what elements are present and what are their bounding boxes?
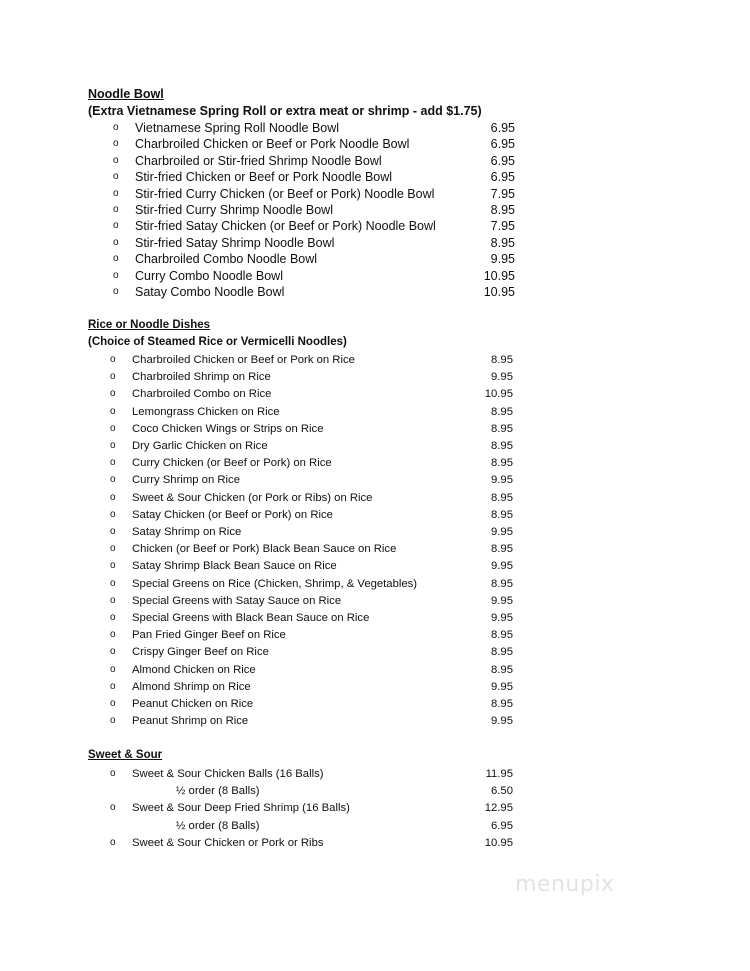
item-name: Special Greens with Black Bean Sauce on Rice [132, 612, 370, 624]
item-name: Peanut Shrimp on Rice [132, 715, 249, 728]
item-price: 9.95 [491, 526, 513, 538]
item-name: Stir-fried Satay Chicken (or Beef or Pork) Noodle Bowl [135, 219, 436, 234]
bullet-icon: o [113, 187, 119, 199]
bullet-icon: o [110, 354, 116, 365]
bullet-icon: o [110, 577, 116, 589]
item-price: 8.95 [491, 698, 513, 710]
bullet-icon: o [110, 663, 116, 675]
section-title: Noodle Bowl [88, 87, 164, 101]
section-title: Rice or Noodle Dishes [88, 319, 211, 331]
item-name: Stir-fried Curry Chicken (or Beef or Pork) Noodle Bowl [135, 186, 435, 201]
item-price: 6.95 [490, 170, 515, 185]
bullet-icon: o [113, 171, 119, 183]
item-name: Coco Chicken Wings or Strips on Rice [132, 422, 324, 435]
item-name: Almond Chicken on Rice [132, 663, 256, 676]
item-price: 8.95 [491, 405, 513, 418]
item-price: 6.95 [490, 137, 515, 152]
item-name: Satay Chicken (or Beef or Pork) on Rice [132, 508, 333, 521]
item-price: 8.95 [491, 354, 513, 366]
bullet-icon: o [110, 836, 116, 848]
item-name: Vietnamese Spring Roll Noodle Bowl [135, 121, 340, 135]
bullet-icon: o [110, 680, 116, 692]
item-name: ½ order (8 Balls) [176, 785, 260, 798]
item-price: 9.95 [490, 252, 515, 267]
item-name: Charbroiled Chicken or Beef or Pork Noodle Bowl [135, 137, 410, 152]
item-price: 9.95 [491, 594, 513, 607]
item-name: Charbroiled or Stir-fried Shrimp Noodle Bowl [135, 153, 382, 168]
bullet-icon: o [113, 286, 119, 297]
bullet-icon: o [110, 715, 116, 727]
section-title: Sweet & Sour [88, 749, 163, 761]
bullet-icon: o [110, 526, 116, 537]
item-price: 8.95 [491, 491, 513, 504]
item-price: 8.95 [491, 457, 513, 470]
item-price: 12.95 [484, 802, 513, 815]
item-name: Peanut Chicken on Rice [132, 698, 254, 710]
item-name: Stir-fried Satay Shrimp Noodle Bowl [135, 235, 335, 250]
bullet-icon: o [110, 474, 116, 486]
bullet-icon: o [110, 629, 116, 641]
bullet-icon: o [113, 220, 119, 232]
bullet-icon: o [113, 236, 119, 248]
section-subtitle: (Choice of Steamed Rice or Vermicelli Noodles) [88, 336, 347, 348]
bullet-icon: o [110, 508, 116, 520]
item-name: Charbroiled Combo Noodle Bowl [135, 252, 318, 267]
item-name: Curry Shrimp on Rice [132, 474, 240, 487]
item-name: Sweet & Sour Chicken (or Pork or Ribs) on Rice [132, 491, 373, 504]
item-price: 8.95 [491, 577, 513, 590]
item-name: Satay Combo Noodle Bowl [135, 285, 285, 299]
item-price: 8.95 [491, 629, 513, 642]
bullet-icon: o [110, 422, 116, 434]
item-price: 9.95 [491, 680, 513, 693]
item-price: 8.95 [491, 440, 513, 452]
item-name: Dry Garlic Chicken on Rice [132, 440, 268, 452]
item-name: Sweet & Sour Chicken Balls (16 Balls) [132, 768, 324, 780]
item-price: 9.95 [491, 371, 513, 384]
item-price: 8.95 [490, 235, 515, 250]
bullet-icon: o [113, 122, 119, 133]
item-price: 7.95 [490, 186, 515, 201]
item-price: 7.95 [490, 219, 515, 234]
bullet-icon: o [110, 371, 116, 383]
bullet-icon: o [110, 388, 116, 400]
item-price: 8.95 [491, 663, 513, 676]
item-name: Curry Chicken (or Beef or Pork) on Rice [132, 457, 332, 470]
bullet-icon: o [110, 560, 116, 572]
item-price: 10.95 [484, 388, 513, 401]
bullet-icon: o [110, 457, 116, 469]
item-name: Pan Fried Ginger Beef on Rice [132, 629, 286, 642]
bullet-icon: o [110, 612, 116, 623]
bullet-icon: o [110, 698, 116, 709]
item-name: Charbroiled Combo on Rice [132, 388, 272, 401]
section-subtitle: (Extra Vietnamese Spring Roll or extra meat or shrimp - add $1.75) [88, 104, 482, 118]
item-price: 6.95 [490, 153, 515, 168]
bullet-icon: o [110, 543, 116, 555]
item-price: 10.95 [483, 268, 515, 283]
item-name: Satay Shrimp Black Bean Sauce on Rice [132, 560, 337, 573]
item-name: ½ order (8 Balls) [176, 819, 260, 832]
bullet-icon: o [110, 646, 116, 658]
item-price: 9.95 [491, 612, 513, 624]
item-price: 6.95 [491, 819, 513, 832]
item-price: 6.95 [490, 121, 515, 135]
bullet-icon: o [110, 405, 116, 417]
bullet-icon: o [110, 491, 116, 503]
bullet-icon: o [110, 594, 116, 606]
item-price: 8.95 [491, 508, 513, 521]
item-name: Crispy Ginger Beef on Rice [132, 646, 269, 659]
item-price: 9.95 [491, 715, 513, 728]
bullet-icon: o [110, 802, 116, 814]
watermark-logo: menupix [515, 872, 615, 897]
bullet-icon: o [110, 440, 116, 451]
item-price: 11.95 [485, 768, 513, 780]
bullet-icon: o [110, 768, 116, 779]
item-name: Sweet & Sour Chicken or Pork or Ribs [132, 836, 324, 849]
item-price: 10.95 [483, 285, 515, 299]
item-name: Sweet & Sour Deep Fried Shrimp (16 Balls) [132, 802, 350, 815]
bullet-icon: o [113, 138, 119, 150]
item-name: Special Greens with Satay Sauce on Rice [132, 594, 342, 607]
bullet-icon: o [113, 269, 119, 281]
item-name: Lemongrass Chicken on Rice [132, 405, 280, 418]
item-name: Charbroiled Shrimp on Rice [132, 371, 271, 384]
item-price: 6.50 [491, 785, 513, 798]
item-price: 9.95 [491, 474, 513, 487]
item-name: Charbroiled Chicken or Beef or Pork on Rice [132, 354, 355, 366]
bullet-icon: o [113, 253, 119, 265]
item-name: Satay Shrimp on Rice [132, 526, 242, 538]
item-name: Stir-fried Chicken or Beef or Pork Noodle Bowl [135, 170, 393, 185]
item-price: 8.95 [491, 646, 513, 659]
item-price: 8.95 [491, 543, 513, 556]
bullet-icon: o [113, 204, 119, 215]
item-name: Curry Combo Noodle Bowl [135, 268, 283, 283]
item-price: 8.95 [490, 203, 515, 217]
item-price: 9.95 [491, 560, 513, 573]
item-price: 10.95 [484, 836, 513, 849]
bullet-icon: o [113, 154, 119, 166]
item-name: Chicken (or Beef or Pork) Black Bean Sauce on Rice [132, 543, 397, 556]
item-name: Special Greens on Rice (Chicken, Shrimp, & Vegetables) [132, 577, 418, 590]
item-name: Stir-fried Curry Shrimp Noodle Bowl [135, 203, 333, 217]
item-name: Almond Shrimp on Rice [132, 680, 251, 693]
item-price: 8.95 [491, 422, 513, 435]
